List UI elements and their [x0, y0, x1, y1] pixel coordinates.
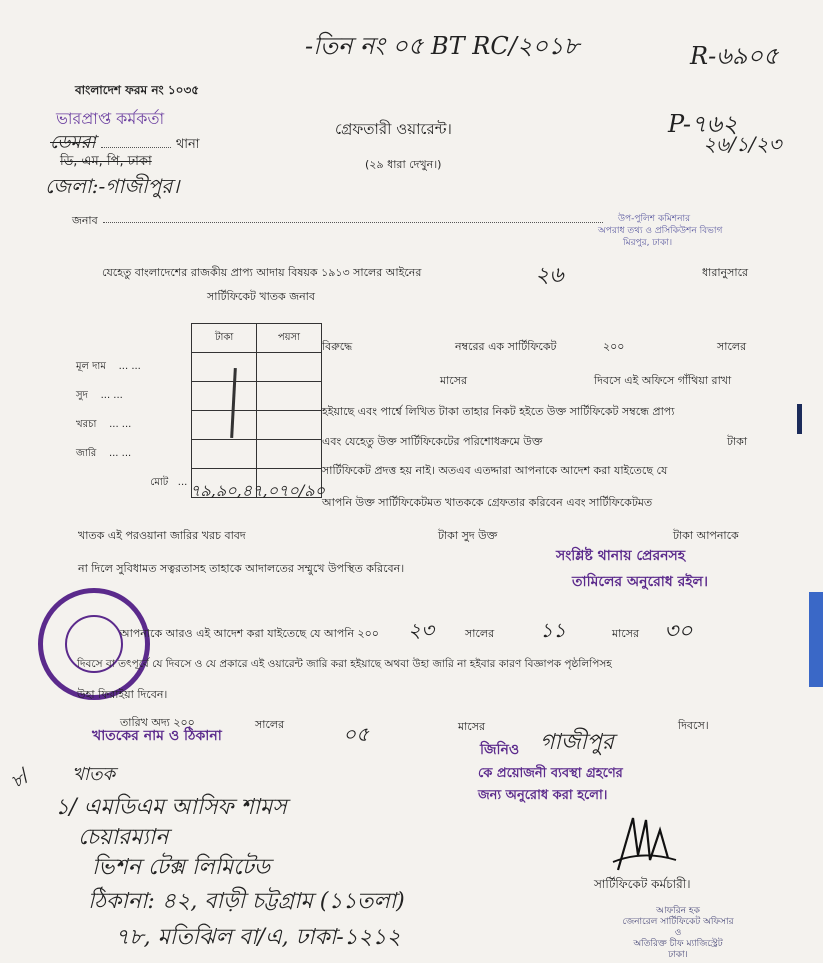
- struck-dmp-line: ডি, এম, পি, ঢাকা: [60, 154, 152, 169]
- official-seal-icon: [38, 588, 150, 700]
- total-amount-handwritten: ৭৯,৯০,৪৭,০৭০/৯০: [190, 481, 325, 500]
- body-line-4a: এবং যেহেতু উক্ত সার্টিফিকেটের পরিশোধক্রমে উক্ত: [322, 435, 543, 448]
- gd-label-stamp: জিনিও: [480, 742, 520, 758]
- order-line-1c: মাসের: [612, 627, 640, 640]
- margin-mark-handwritten: ৮/: [6, 764, 34, 793]
- order-day-handwritten: ৩০: [664, 619, 693, 644]
- order-year-handwritten: ২৩: [408, 618, 435, 642]
- janab-label: জনাব: [72, 214, 98, 227]
- order-month-handwritten: ১১: [540, 618, 566, 642]
- order-line-1b: সালের: [465, 627, 495, 640]
- date-note-handwritten: ২৬/১/২৩: [703, 132, 782, 156]
- warrant-subtitle: (২৯ ধারা দেখুন।): [365, 158, 442, 171]
- body-line-2a: মাসের: [440, 374, 468, 387]
- table-row: মূল দাম ... ...: [72, 353, 322, 382]
- certificate-officer-label: সার্টিফিকেট কর্মচারী।: [594, 877, 691, 891]
- form-number: বাংলাদেশ ফরম নং ১০৩৫: [75, 83, 200, 97]
- r-number-handwritten: R-৬৯০৫: [690, 42, 779, 70]
- intro-line-2: সার্টিফিকেট খাতক জনাব: [207, 290, 315, 303]
- edge-blue-strip: [809, 592, 823, 687]
- date-line-b: সালের: [255, 718, 285, 731]
- edge-ink-mark: [797, 404, 802, 434]
- gd-handwritten: গাজীপুর: [540, 730, 614, 755]
- amount-table: [72, 323, 322, 498]
- debtor-line-2: ১/ এমডিএম আসিফ শামস: [55, 795, 287, 820]
- officer-label-stamp: ভারপ্রাপ্ত কর্মকর্তা: [56, 109, 165, 128]
- debtor-cost-line-a: খাতক এই পরওয়ানা জারির খরচ বাবদ: [78, 529, 246, 542]
- body-line-6: আপনি উক্ত সার্টিফিকেটমত খাতককে গ্রেফতার করিবেন এবং সার্টিফিকেটমত: [322, 496, 653, 509]
- thana-forward-stamp-1: সংশ্লিষ্ট থানায় প্রেরনসহ: [556, 548, 686, 564]
- debtor-line-5: ঠিকানা: ৪২, বাড়ী চট্টগ্রাম (১১তলা): [88, 889, 405, 914]
- p-number-handwritten: P-৭৬২: [668, 110, 738, 138]
- body-line-1a: বিরুদ্ধে: [322, 340, 353, 353]
- order-line-1a: আপনাকে আরও এই আদেশ করা যাইতেছে যে আপনি ২০০: [120, 627, 379, 640]
- janab-dotted-line: [103, 222, 603, 223]
- thana-forward-stamp-2: তামিলের অনুরোধ রইল।: [572, 574, 708, 590]
- debtor-line-4: ভিশন টেক্স লিমিটেড: [92, 855, 271, 880]
- col-poisa: পয়সা: [256, 324, 321, 353]
- section-number-handwritten: ২৬: [535, 263, 564, 288]
- date-line-c: মাসের: [458, 720, 486, 733]
- col-taka: টাকা: [192, 324, 257, 353]
- table-row: জারি ... ...: [72, 440, 322, 469]
- body-line-5: সার্টিফিকেট প্রদত্ত হয় নাই। অতএব এতদ্দারা আপনাকে আদেশ করা যাইতেছে যে: [322, 464, 668, 477]
- date-line-d: দিবসে।: [678, 719, 709, 732]
- officer-name-stamp: আফরিন হক জেনারেল সার্টিফিকেট অফিসার ও অতিরিক্ত চীফ ম্যাজিস্ট্রেট ঢাকা।: [622, 906, 734, 960]
- order-line-2: দিবসে বা তৎপূর্বে যে দিবসে ও যে প্রকারে এই ওয়ারেন্ট জারি করা হইয়াছে অথবা উহা জারি না হইবার কারণ বিজ্ঞাপক পৃষ্ঠলিপিসহ: [77, 658, 612, 670]
- order-line-3: উহা ফিরাইয়া দিবেন।: [77, 688, 168, 701]
- body-line-3: হইয়াছে এবং পার্শ্বে লিখিত টাকা তাহার নিকট হইতে উক্ত সার্টিফিকেট সম্বন্ধে প্রাপ্য: [322, 405, 675, 418]
- district-handwritten: জেলা:-গাজীপুর।: [45, 174, 180, 198]
- reference-number-handwritten: -তিন নং ০৫ BT RC/২০১৮: [305, 32, 580, 60]
- debtor-line-6: ৭৮, মতিঝিল বা/এ, ঢাকা-১২১২: [115, 925, 401, 950]
- table-row-total: মোট ...: [72, 469, 322, 498]
- body-line-4b: টাকা: [727, 435, 748, 448]
- debtor-line-3: চেয়ারম্যান: [78, 825, 169, 850]
- body-line-2b: দিবসে এই অফিসে গাঁথিয়া রাখা: [594, 374, 732, 387]
- action-stamp-2: জন্য অনুরোধ করা হলো।: [478, 788, 608, 803]
- action-stamp-1: কে প্রয়োজনী ব্যবস্থা গ্রহণের: [478, 766, 623, 781]
- debtor-cost-line-b: টাকা সুদ উক্ত: [438, 529, 498, 542]
- thana-label: থানা: [175, 137, 200, 152]
- body-line-1b: নম্বরের এক সার্টিফিকেট: [455, 340, 557, 353]
- officer-signature-icon: [608, 810, 678, 880]
- section-suffix: ধারানুসারে: [702, 266, 749, 279]
- date-line-a: তারিখ অদ্য ২০০: [120, 716, 195, 729]
- debtor-line-1: খাতক: [72, 764, 116, 785]
- warrant-title: গ্রেফতারী ওয়ারেন্ট।: [335, 120, 452, 138]
- date-month-handwritten: ০৫: [343, 722, 369, 746]
- thana-handwritten: ডেমরা: [50, 132, 96, 153]
- table-row: সুদ ... ...: [72, 382, 322, 411]
- body-line-1d: সালের: [717, 340, 747, 353]
- debtor-name-stamp: খাতকের নাম ও ঠিকানা: [92, 728, 222, 744]
- intro-line-1: যেহেতু বাংলাদেশের রাজকীয় প্রাপ্য আদায় বিষয়ক ১৯১৩ সালের আইনের: [102, 266, 422, 279]
- deputy-commissioner-stamp: উপ-পুলিশ কমিশনার অপরাধ তথ্য ও প্রসিকিউশন বিভাগ মিরপুর, ঢাকা।: [598, 214, 723, 248]
- table-row: খরচা ... ...: [72, 411, 322, 440]
- debtor-cost-line-2: না দিলে সুবিধামত সত্বরতাসহ তাহাকে আদালতের সম্মুখে উপস্থিত করিবেন।: [78, 562, 405, 575]
- debtor-cost-line-c: টাকা আপনাকে: [673, 529, 739, 542]
- body-line-1c: ২০০: [603, 340, 625, 353]
